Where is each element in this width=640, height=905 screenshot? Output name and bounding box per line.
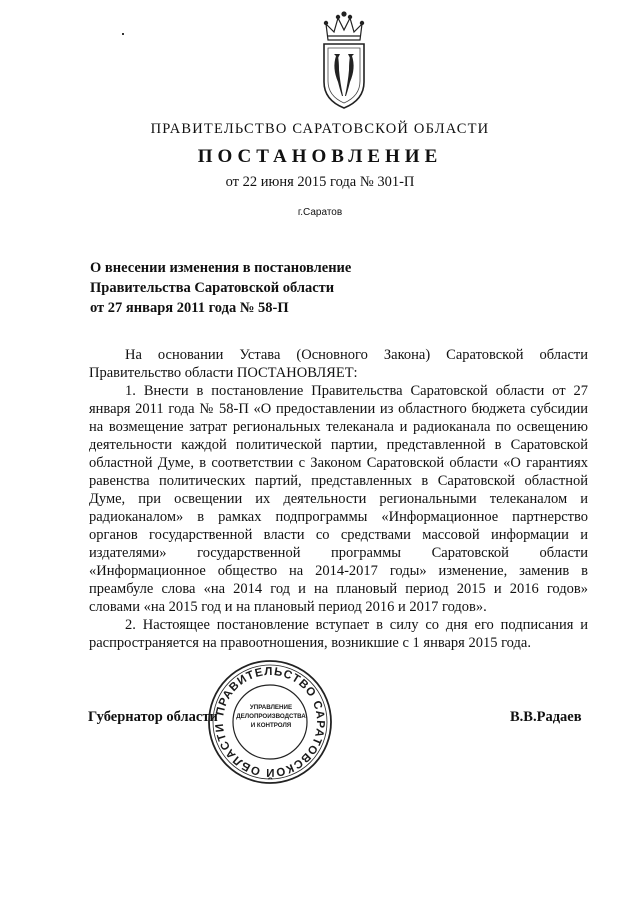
document-type-title: ПОСТАНОВЛЕНИЕ (197, 146, 443, 167)
seal-ring-text: ПРАВИТЕЛЬСТВО САРАТОВСКОЙ ОБЛАСТИ (213, 665, 327, 779)
document-date-number: от 22 июня 2015 года № 301-П (225, 174, 415, 190)
item-2-paragraph: 2. Настоящее постановление вступает в силу со дня его подписания и распространяется на правоотношения, возникшие с 1 января 2015 года. (89, 617, 588, 651)
signatory-name: В.В.Радаев (510, 709, 582, 725)
document-body (89, 346, 588, 652)
item-1-paragraph: 1. Внести в постановление Правительства Саратовской области от 27 января 2011 года № 58-П «О предоставлении из областного бюджета субсидии на возмещение затрат региональных телеканала и радиоканала по освещению деятельности каждой политической партии, представленной в Саратовской областной Думе, в соответствии с Законом Саратовской области «О гарантиях равенства политических партий, представленных в Саратовской областной Думе, при освещении их деятельности региональными телеканалом и радиоканалом» в рамках подпрограммы «Информационное партнерство органов государственной власти со средствами массовой информации и издателями» государственной программы Саратовской области «Информационное общество на 2014-2017 годы» изменение, заменив в преамбуле слова «на 2014 год и на плановый период 2015 и 2016 годов» словами «на 2015 год и на плановый период 2016 и 2017 годов». (89, 383, 588, 615)
subject-line: Правительства Саратовской области (90, 280, 335, 296)
subject-line: О внесении изменения в постановление (90, 260, 352, 276)
coat-of-arms-icon (318, 10, 370, 110)
signatory-position: Губернатор области (88, 709, 218, 725)
document-subject (90, 258, 450, 318)
seal-inner-line: УПРАВЛЕНИЕ (249, 704, 293, 711)
seal-inner-line: ДЕЛОПРОИЗВОДСТВА (236, 713, 306, 720)
preamble-paragraph: На основании Устава (Основного Закона) Саратовской области Правительство области ПОСТАНОВЛЯЕТ: (89, 347, 588, 381)
seal-inner-text (233, 703, 309, 730)
scan-mark (122, 33, 124, 35)
seal-inner-line: И КОНТРОЛЯ (250, 722, 292, 729)
document-city: г.Саратов (297, 207, 343, 218)
government-name: ПРАВИТЕЛЬСТВО САРАТОВСКОЙ ОБЛАСТИ (150, 121, 490, 137)
subject-line: от 27 января 2011 года № 58-П (90, 300, 289, 316)
